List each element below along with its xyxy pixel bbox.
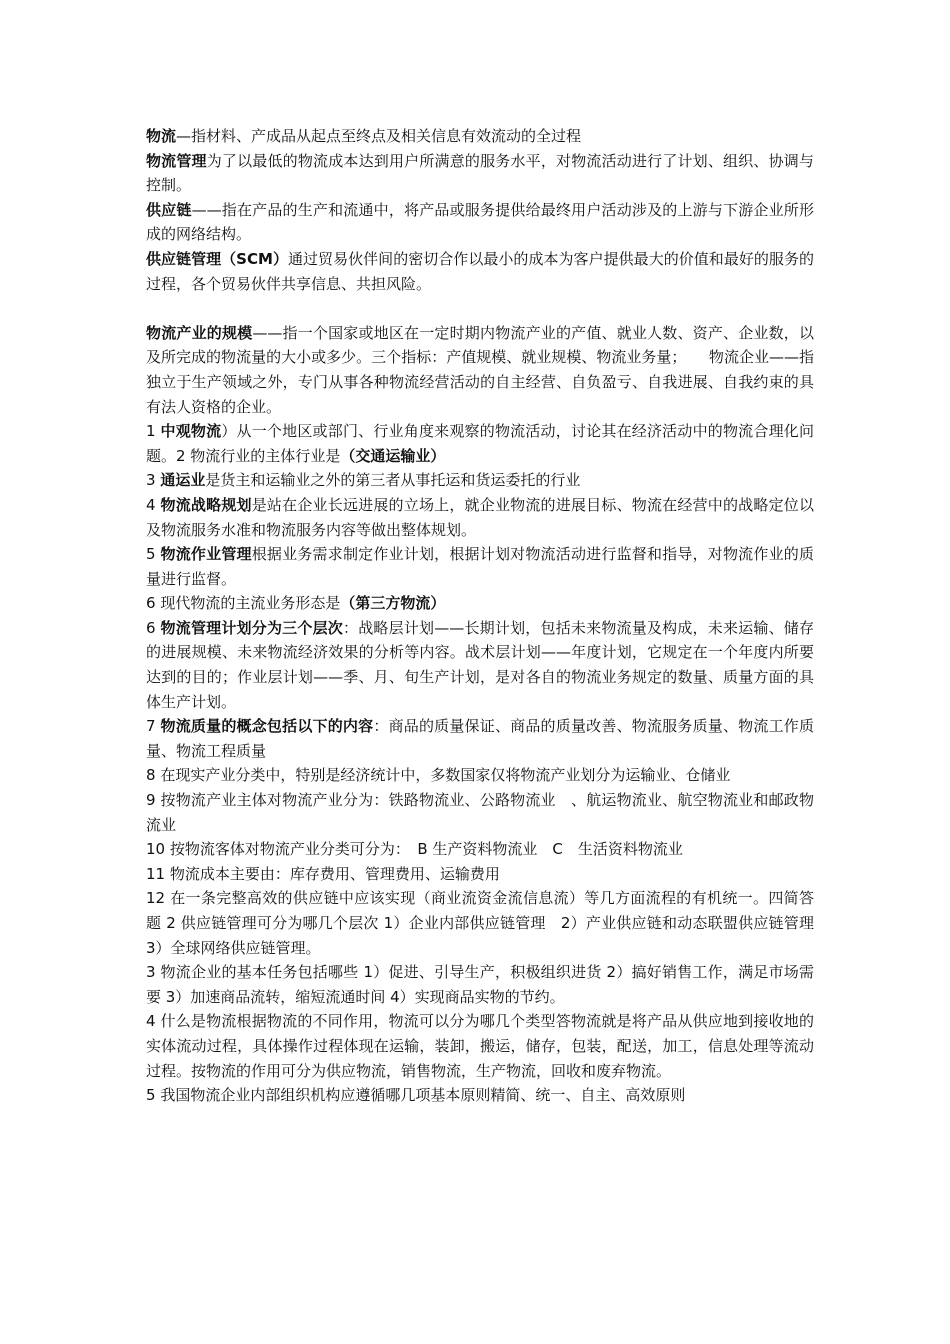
term: 物流管理计划分为三个层次 (160, 618, 344, 637)
document-body (146, 124, 830, 1108)
definition-text: 为了以最低的物流成本达到用户所满意的服务水平，对物流活动进行了计划、组织、协调与控制。 (146, 151, 814, 195)
definition-text: —指材料、产成品从起点至终点及相关信息有效流动的全过程 (176, 127, 582, 145)
item-text: ：战略层计划——长期计划，包括未来物流量及构成，未来运输、储存的进展规模、未来物流经济效果的分析等内容。战术层计划——年度计划，它规定在一个年度内所要达到的目的；作业层计划——季、月、旬生产计划，是对各自的物流业务规定的数量、质量方面的具体生产计划。 (146, 618, 814, 711)
item-number: 3 (146, 963, 161, 982)
item-4 (146, 493, 814, 542)
item-9 (146, 788, 814, 837)
item-text: 是货主和运输业之外的第三者从事托运和货运委托的行业 (205, 471, 581, 490)
qa-4 (146, 1009, 814, 1083)
answer: （交通运输业） (340, 446, 446, 465)
item-number: 11 (146, 864, 170, 883)
qa-5 (146, 1083, 814, 1108)
blank-line (146, 296, 814, 321)
item-number: 9 (146, 791, 161, 810)
term: 物流战略规划 (160, 495, 252, 514)
item-1 (146, 419, 814, 468)
term: 物流 (146, 127, 177, 145)
item-number: 5 (146, 1086, 161, 1105)
answer: （第三方物流） (340, 594, 446, 613)
item-12 (146, 886, 830, 960)
item-3 (146, 468, 814, 493)
item-number: 4 (146, 495, 161, 514)
item-number: 12 (146, 889, 171, 908)
item-text: 我国物流企业内部组织机构应遵循哪几项基本原则精简、统一、自主、高效原则 (160, 1086, 686, 1105)
term: 通运业 (160, 471, 206, 490)
item-text: ）从一个地区或部门、行业角度来观察的物流活动，讨论其在经济活动中的物流合理化问题。2 物流行业的主体行业是 (146, 422, 814, 465)
item-6a (146, 591, 814, 616)
item-text: ：商品的质量保证、商品的质量改善、物流服务质量、物流工作质量、物流工程质量 (146, 717, 814, 760)
definition-text: 通过贸易伙伴间的密切合作以最小的成本为客户提供最大的价值和最好的服务的过程，各个贸易伙伴共享信息、共担风险。 (146, 249, 814, 293)
term: 物流质量的概念包括以下的内容 (160, 717, 374, 736)
item-number: 10 (146, 840, 170, 859)
definition-logistics-management (146, 149, 814, 198)
item-number: 4 (146, 1012, 161, 1031)
item-number: 1 (146, 422, 161, 441)
item-7 (146, 714, 814, 763)
definition-supply-chain (146, 198, 814, 247)
term: 物流作业管理 (160, 545, 252, 564)
item-text: 物流成本主要由：库存费用、管理费用、运输费用 (169, 864, 500, 883)
qa-3 (146, 960, 814, 1009)
definition-industry-scale (146, 321, 814, 419)
term: 中观物流 (160, 422, 222, 441)
item-number: 3 (146, 471, 161, 490)
item-text: 在现实产业分类中，特别是经济统计中，多数国家仅将物流产业划分为运输业、仓储业 (160, 766, 731, 785)
item-5 (146, 542, 814, 591)
item-text: 什么是物流根据物流的不同作用，物流可以分为哪几个类型答物流就是将产品从供应地到接收地的实体流动过程，具体操作过程体现在运输，装卸，搬运，储存，包装，配送，加工，信息处理等流动过程。按物流的作用可分为供应物流，销售物流，生产物流，回收和废弃物流。 (146, 1012, 814, 1080)
item-text: 按物流客体对物流产业分类可分为： B 生产资料物流业 C 生活资料物流业 (169, 840, 683, 859)
item-number: 6 (146, 594, 161, 613)
term: 物流产业的规模 (146, 323, 253, 342)
definition-scm (146, 247, 814, 296)
definition-logistics (146, 124, 814, 149)
term: 物流管理 (146, 151, 207, 170)
item-text: 现代物流的主流业务形态是 (160, 594, 341, 613)
term: 供应链 (146, 200, 192, 219)
item-11 (146, 862, 814, 887)
item-8 (146, 763, 814, 788)
item-text: 是站在企业长远进展的立场上，就企业物流的进展目标、物流在经营中的战略定位以及物流服务水准和物流服务内容等做出整体规划。 (146, 495, 814, 539)
item-6b (146, 616, 814, 714)
item-10 (146, 837, 814, 862)
item-text: 物流企业的基本任务包括哪些 1）促进、引导生产，积极组织进货 2）搞好销售工作，满足市场需要 3）加速商品流转，缩短流通时间 4）实现商品实物的节约。 (146, 963, 814, 1006)
item-text: 按物流产业主体对物流产业分为：铁路物流业、公路物流业 、航运物流业、航空物流业和邮政物流业 (146, 791, 814, 834)
item-text: 根据业务需求制定作业计划，根据计划对物流活动进行监督和指导，对物流作业的质量进行监督。 (146, 545, 814, 588)
definition-text: ——指在产品的生产和流通中，将产品或服务提供给最终用户活动涉及的上游与下游企业所形成的网络结构。 (146, 200, 814, 244)
item-text: 在一条完整高效的供应链中应该实现（商业流资金流信息流）等几方面流程的有机统一。四简答题 2 供应链管理可分为哪几个层次 1）企业内部供应链管理 2）产业供应链和动态联盟供应链管理 3）全球网络供应链管理。 (146, 889, 830, 957)
item-number: 6 (146, 618, 161, 637)
definition-text: ——指一个国家或地区在一定时期内物流产业的产值、就业人数、资产、企业数，以及所完成的物流量的大小或多少。三个指标：产值规模、就业规模、物流业务量； 物流企业——指独立于生产领域之外，专门从事各种物流经营活动的自主经营、自负盈亏、自我进展、自我约束的具有法人资格的企业。 (146, 323, 814, 416)
item-number: 8 (146, 766, 161, 785)
item-number: 5 (146, 545, 161, 564)
term: 供应链管理（SCM） (146, 249, 288, 268)
item-number: 7 (146, 717, 161, 736)
